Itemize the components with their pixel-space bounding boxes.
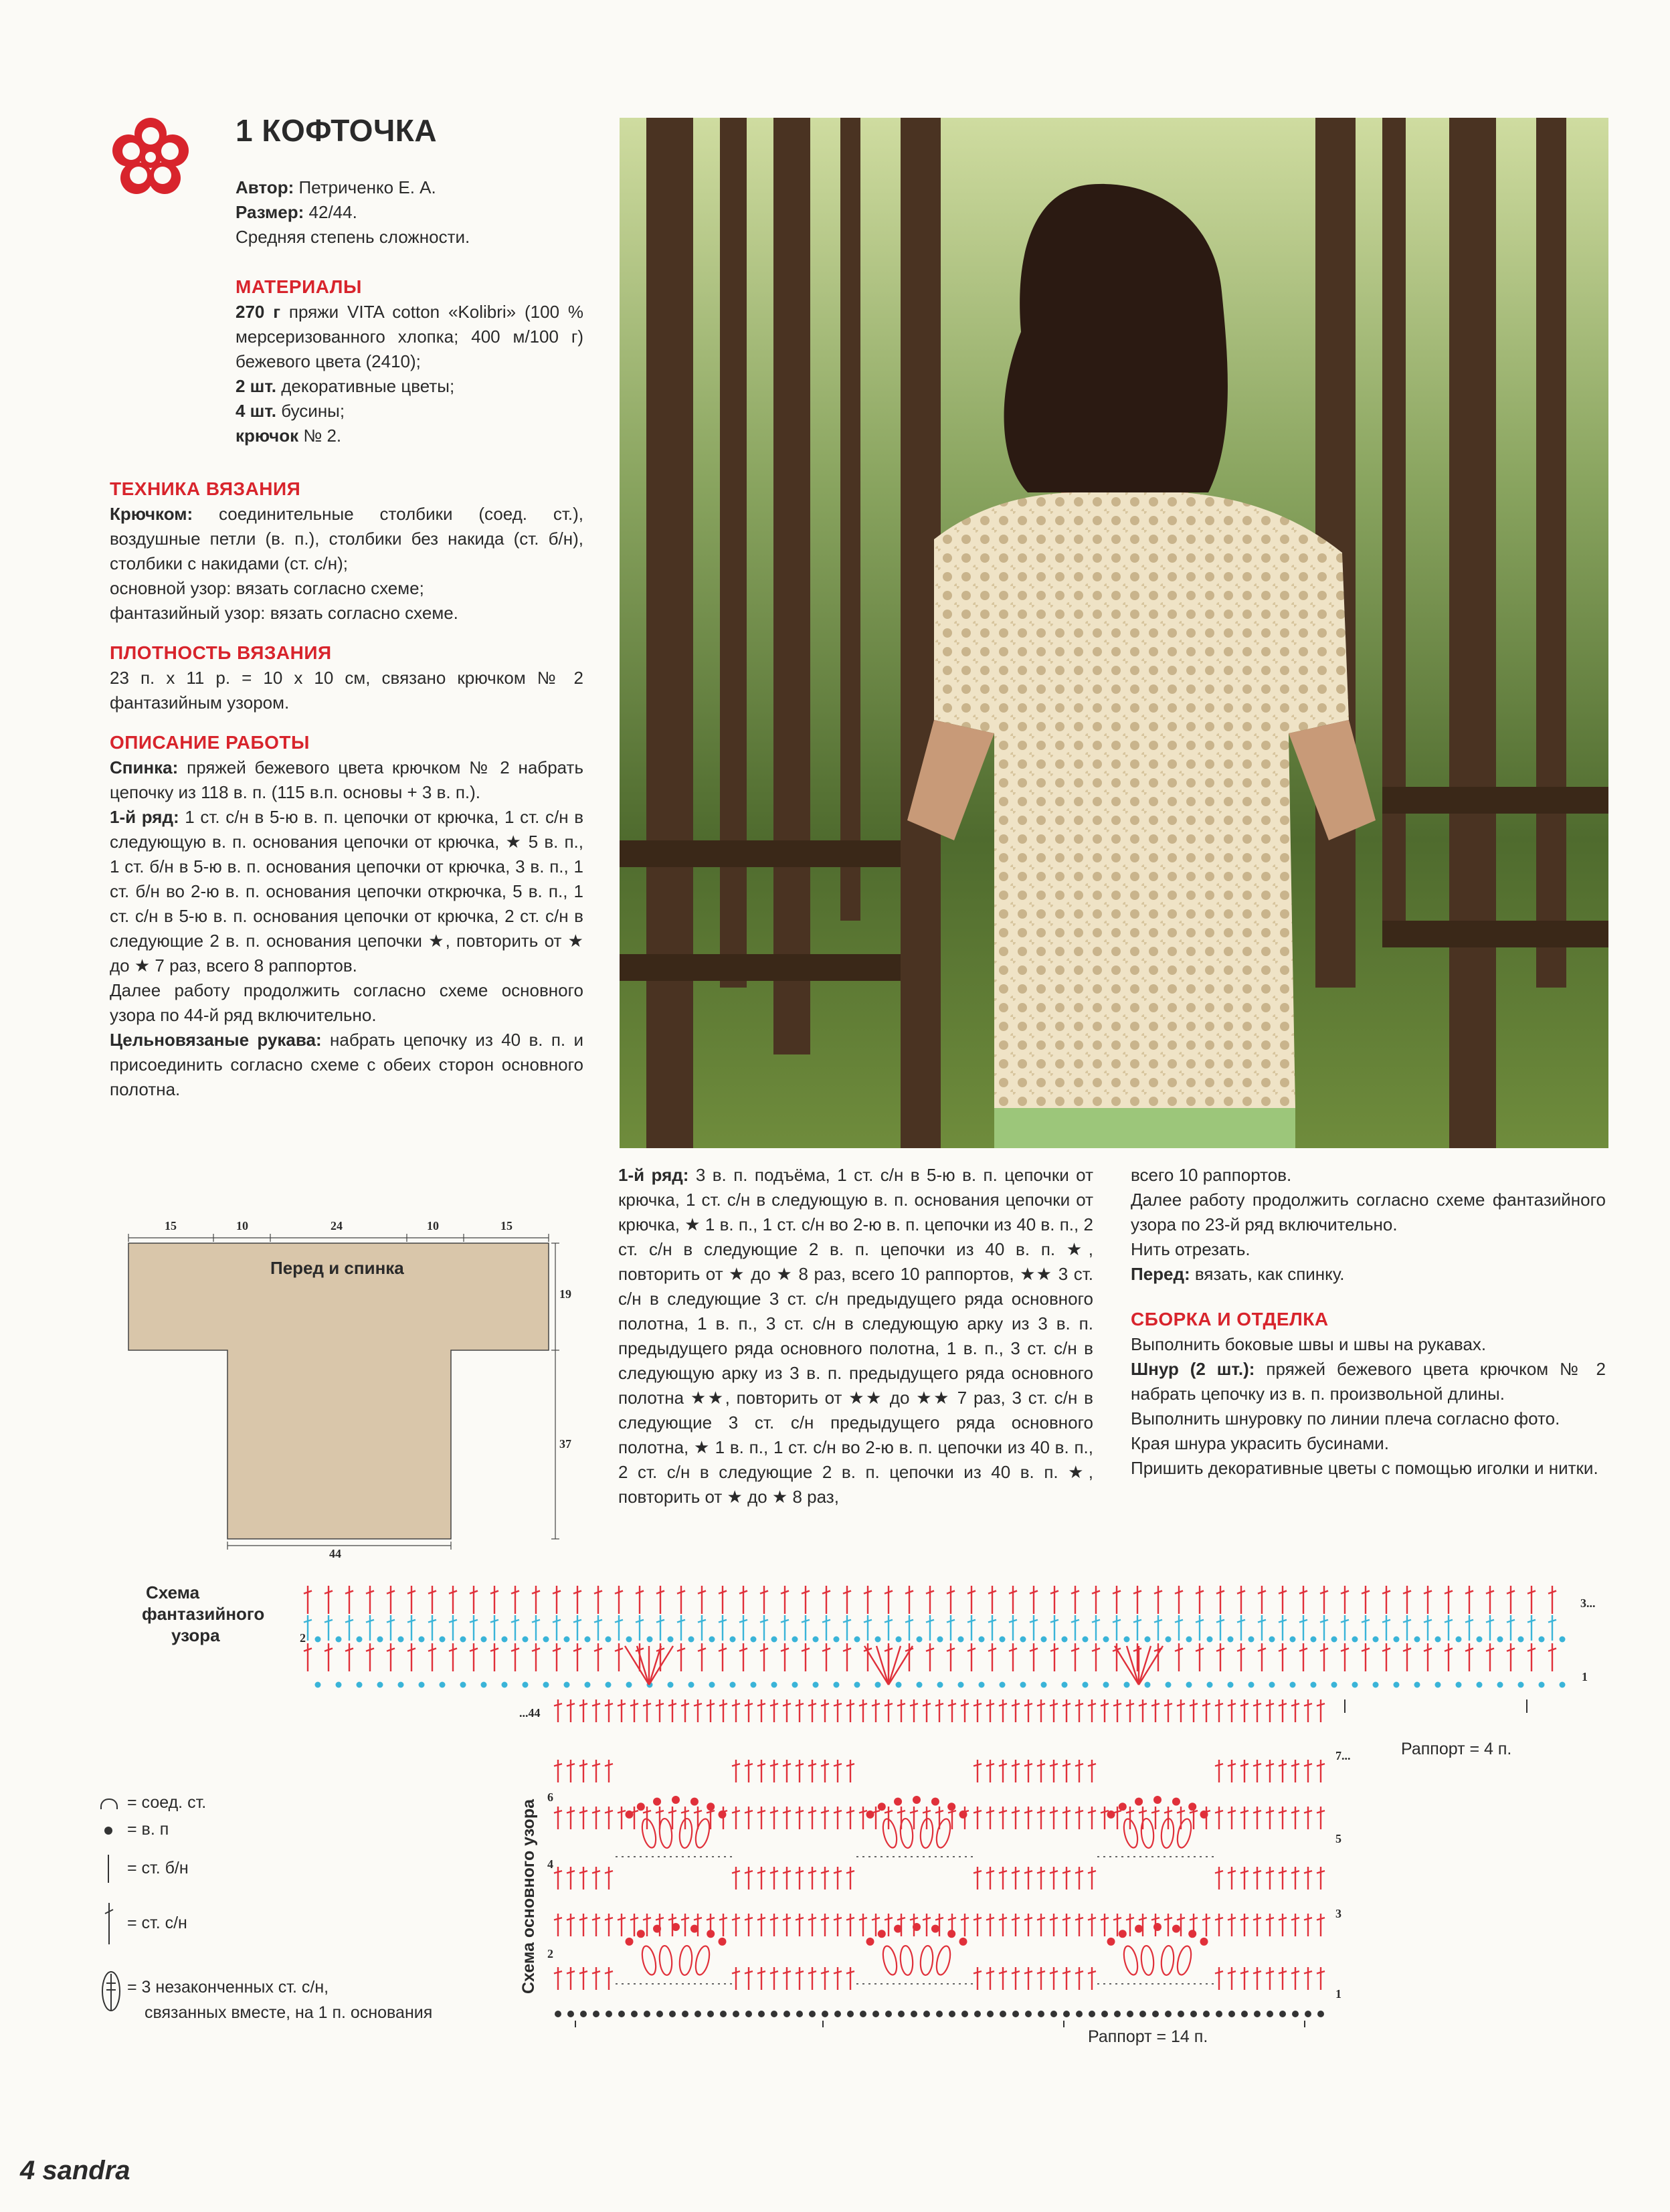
main-row-1: 1 — [1335, 1987, 1341, 2001]
materials-heading: МАТЕРИАЛЫ — [236, 276, 362, 297]
continue-text: Далее работу продолжить согласно схеме основного узора по 44-й ряд включительно. — [110, 980, 583, 1025]
dc-icon — [103, 1900, 115, 1947]
assembly-heading: СБОРКА И ОТДЕЛКА — [1131, 1309, 1329, 1329]
footer — [20, 2156, 130, 2186]
difficulty: Средняя степень сложности. — [236, 227, 470, 247]
author-label: Автор: — [236, 177, 294, 197]
left-column — [110, 462, 583, 1102]
flowers-desc: декоративные цветы; — [281, 376, 455, 396]
dim-top-10b: 10 — [427, 1219, 439, 1232]
fancy-chart-label — [142, 1582, 264, 1646]
legend-cluster-1: = 3 незаконченных ст. с/н, — [127, 1978, 329, 1997]
fancy-pattern-chart — [294, 1572, 1596, 1713]
legend-ss: = соед. ст. — [127, 1793, 207, 1812]
photo — [620, 118, 1608, 1148]
main-row-44: ...44 — [519, 1706, 541, 1720]
back-label: Спинка: — [110, 757, 179, 777]
garment-schematic — [114, 1204, 582, 1566]
slip-stitch-icon — [100, 1799, 118, 1809]
fancy-row-3: 3... — [1580, 1596, 1596, 1610]
header-info — [236, 175, 583, 250]
right-p4: Выполнить боковые швы и швы на рукавах. — [1131, 1334, 1487, 1354]
main-row-7: 7... — [1335, 1749, 1351, 1762]
flowers-qty: 2 шт. — [236, 376, 277, 396]
fancy-label-1: Схема — [146, 1582, 200, 1602]
page-title: 1 КОФТОЧКА — [236, 113, 438, 148]
schematic-label: Перед и спинка — [270, 1258, 404, 1278]
size: 42/44. — [308, 202, 357, 222]
dim-side-37: 37 — [559, 1437, 571, 1451]
dim-top-15a: 15 — [165, 1219, 177, 1232]
fancy-repeat-label: Раппорт = 4 п. — [1401, 1740, 1512, 1758]
right-p5: Выполнить шнуровку по линии плеча согласно фото. — [1131, 1408, 1560, 1428]
cord-text: пряжей бежевого цвета крючком № 2 набрать цепочку из в. п. произвольной длины. — [1131, 1359, 1606, 1404]
main-repeat-label: Раппорт = 14 п. — [1088, 2027, 1208, 2046]
flower-logo-icon — [107, 114, 194, 201]
main-row-2: 2 — [547, 1947, 553, 1960]
fancy-row-1: 1 — [1582, 1670, 1588, 1683]
materials-section — [236, 262, 583, 448]
sleeves-label: Цельновязаные рукава: — [110, 1030, 322, 1050]
legend-sc: = ст. б/н — [127, 1859, 189, 1877]
author: Петриченко Е. А. — [298, 177, 436, 197]
dim-top-10a: 10 — [236, 1219, 248, 1232]
yarn-qty: 270 г — [236, 302, 281, 322]
back-text: пряжей бежевого цвета крючком № 2 набрать цепочку из 118 в. п. (115 в.п. основы + 3 в. п.). — [110, 757, 583, 802]
right-p6: Края шнура украсить бусинами. — [1131, 1433, 1389, 1453]
hook-label: крючок — [236, 426, 299, 446]
middle-column — [618, 1163, 1093, 1509]
right-p2: Далее работу продолжить согласно схеме фантазийного узора по 23-й ряд включительно. — [1131, 1190, 1606, 1234]
beads-qty: 4 шт. — [236, 401, 277, 421]
legend-cluster-2: связанных вместе, на 1 п. основания — [145, 2003, 433, 2022]
main-chart-vertical-label: Схема основного узора — [519, 1799, 538, 1994]
yarn-desc: пряжи VITA cotton «Kolibri» (100 % мерсеризованного хлопка; 400 м/100 г) бежевого цвета (2410); — [236, 302, 583, 371]
gauge-text: 23 п. х 11 р. = 10 х 10 см, связано крючком № 2 фантазийным узором. — [110, 668, 583, 713]
right-p1: всего 10 раппортов. — [1131, 1165, 1292, 1185]
hook-desc: № 2. — [303, 426, 342, 446]
right-column — [1131, 1163, 1606, 1481]
technique-hook-label: Крючком: — [110, 504, 193, 524]
gauge-heading: ПЛОТНОСТЬ ВЯЗАНИЯ — [110, 642, 332, 663]
fancy-label-3: узора — [171, 1625, 220, 1645]
mid-row1-text: 3 в. п. подъёма, 1 ст. с/н в 5-ю в. п. цепочки от крючка, 1 ст. с/н в следующую в. п. основания цепочки от крючка, ★ 1 в. п., 1 ст. с/н во 2-ю в. п. цепочки из 40 в. п., 2 ст. с/н в следующие 2 в. п. цепочки из 40 в. п. ★, повторить от ★ до ★ 8 раз, всего 10 раппортов, ★★ 3 ст. с/н в следующие 3 ст. с/н предыдущего ряда основного полотна, 1 в. п., 3 ст. с/н в следующую арку из 3 в. п. предыдущего ряда основного полотна, 1 в. п., 3 ст. с/н в следующую арку из 3 в. п. предыдущего ряда основного полотна ★★, повторить от ★★ до ★★ 7 раз, 3 ст. с/н в следующие 3 ст. с/н предыдущего ряда основного полотна, ★ 1 в. п., 1 ст. с/н во 2-ю в. п. цепочки из 40 в. п., 2 ст. с/н в следующие 2 в. п. цепочки из 40 в. п. ★, повторить от ★ до ★ 8 раз, — [618, 1165, 1093, 1507]
technique-line3: фантазийный узор: вязать согласно схеме. — [110, 603, 458, 623]
front-text: вязать, как спинку. — [1194, 1264, 1345, 1284]
main-row-6: 6 — [547, 1790, 553, 1804]
right-p3: Нить отрезать. — [1131, 1239, 1250, 1259]
row1-text: 1 ст. с/н в 5-ю в. п. цепочки от крючка, 1 ст. с/н в следующую в. п. основания цепочки от крючка, ★ 5 в. п., 1 ст. б/н в 5-ю в. п. основания цепочки от крючка, 3 в. п., 1 ст. б/н во 2-ю в. п. основания цепочки открючка, 5 в. п., 1 ст. с/н в 5-ю в. п. основания цепочки от крючка, 2 ст. с/н в следующие 2 в. п. основания цепочки ★, повторить от ★ до ★ 7 раз, всего 8 раппортов. — [110, 807, 584, 976]
row1-label: 1-й ряд: — [110, 807, 179, 827]
chain-icon — [104, 1827, 112, 1835]
size-label: Размер: — [236, 202, 304, 222]
dim-bottom-44: 44 — [329, 1547, 341, 1560]
right-p7: Пришить декоративные цветы с помощью иголки и нитки. — [1131, 1458, 1598, 1478]
main-row-3: 3 — [1335, 1907, 1341, 1920]
beads-desc: бусины; — [281, 401, 345, 421]
cluster-icon — [100, 1970, 122, 2013]
page-number: 4 — [20, 2156, 35, 2185]
magazine-name: sandra — [42, 2156, 130, 2185]
main-row-5: 5 — [1335, 1832, 1341, 1845]
description-heading: ОПИСАНИЕ РАБОТЫ — [110, 732, 310, 753]
mid-row1-label: 1-й ряд: — [618, 1165, 689, 1185]
fancy-label-2: фантазийного — [142, 1604, 265, 1624]
cord-label: Шнур (2 шт.): — [1131, 1359, 1255, 1379]
dim-side-19: 19 — [559, 1287, 571, 1301]
sc-icon — [108, 1855, 109, 1883]
dim-top-24: 24 — [331, 1219, 343, 1232]
technique-hook-text: соединительные столбики (соед. ст.), воздушные петли (в. п.), столбики без накида (ст. б/н), столбики с накидами (ст. с/н); — [110, 504, 583, 573]
legend-ch: = в. п — [127, 1820, 169, 1839]
sleeves-text: набрать цепочку из 40 в. п. и присоединить согласно схеме с обеих сторон основного полотна. — [110, 1030, 584, 1099]
fancy-row-2: 2 — [300, 1631, 306, 1645]
legend-dc: = ст. с/н — [127, 1914, 187, 1932]
technique-heading: ТЕХНИКА ВЯЗАНИЯ — [110, 478, 301, 499]
front-label: Перед: — [1131, 1264, 1190, 1284]
technique-line2: основной узор: вязать согласно схеме; — [110, 578, 424, 598]
legend — [100, 1793, 529, 2034]
dim-top-15b: 15 — [500, 1219, 513, 1232]
main-row-4: 4 — [547, 1857, 553, 1871]
